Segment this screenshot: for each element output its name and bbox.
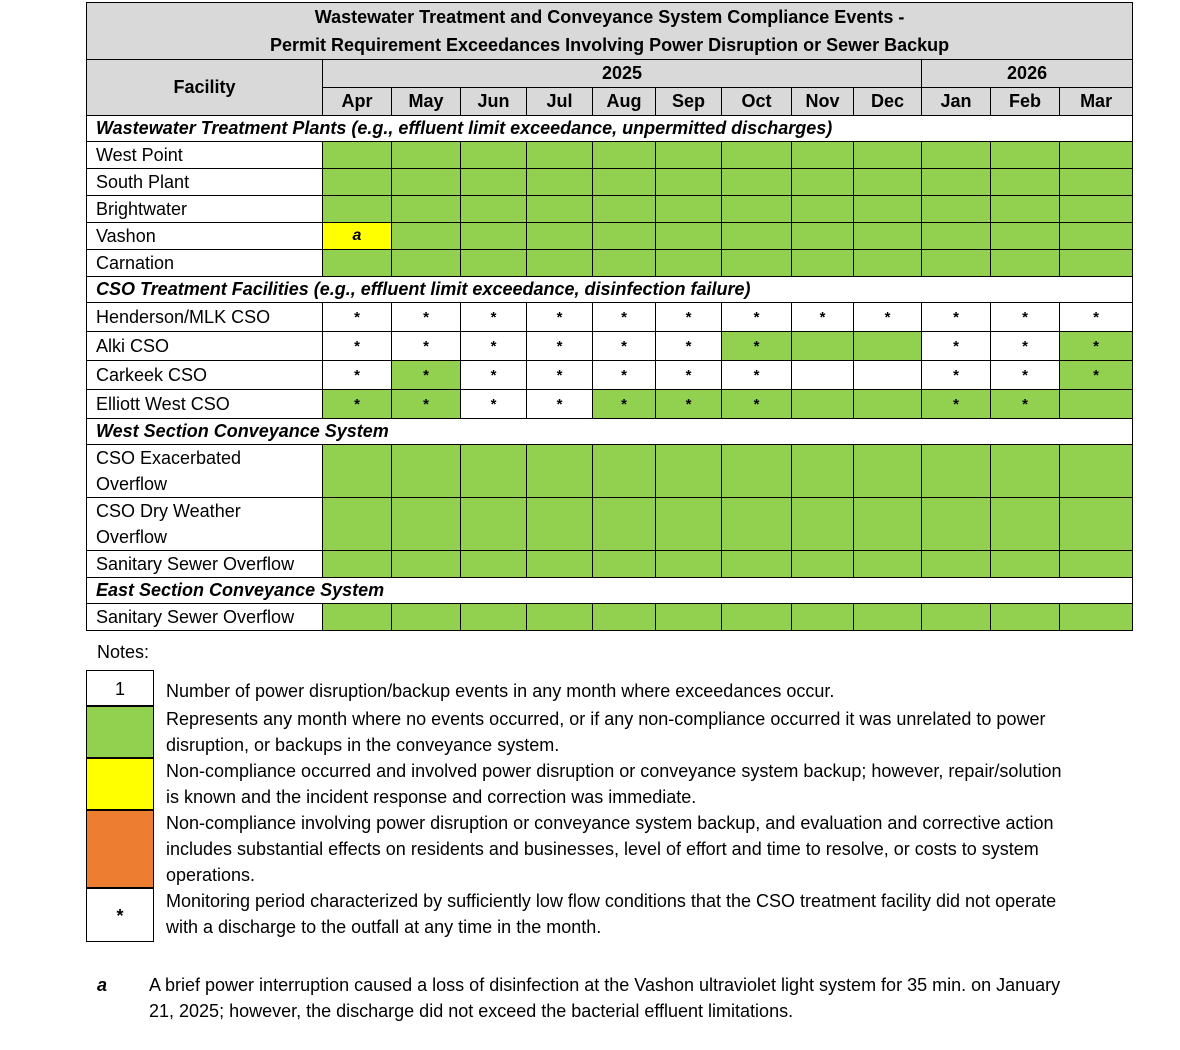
status-cell-sep: *: [656, 361, 722, 390]
table-row: [87, 445, 1133, 498]
status-cell-aug: [593, 223, 656, 250]
status-cell-jul: [527, 142, 593, 169]
status-cell-jan: [922, 196, 991, 223]
month-header-dec: Dec: [854, 88, 922, 116]
status-cell-jul: [527, 196, 593, 223]
status-cell-jan: *: [922, 303, 991, 332]
status-cell-oct: [722, 445, 792, 498]
status-cell-aug: *: [593, 303, 656, 332]
status-cell-mar: [1060, 223, 1133, 250]
section-heading: East Section Conveyance System: [87, 578, 1133, 604]
status-cell-mar: [1060, 498, 1133, 551]
status-cell-feb: [991, 142, 1060, 169]
status-cell-jan: *: [922, 332, 991, 361]
status-cell-sep: *: [656, 332, 722, 361]
status-cell-nov: [792, 169, 854, 196]
status-cell-oct: [722, 223, 792, 250]
status-cell-nov: [792, 551, 854, 578]
section-heading: West Section Conveyance System: [87, 419, 1133, 445]
status-cell-mar: *: [1060, 361, 1133, 390]
month-header-sep: Sep: [656, 88, 722, 116]
status-cell-mar: [1060, 445, 1133, 498]
month-header-jun: Jun: [461, 88, 527, 116]
status-cell-feb: *: [991, 332, 1060, 361]
status-cell-aug: *: [593, 361, 656, 390]
status-cell-apr: [323, 551, 392, 578]
status-cell-aug: [593, 445, 656, 498]
status-cell-jan: [922, 250, 991, 277]
facility-name: Sanitary Sewer Overflow: [87, 551, 323, 578]
status-cell-may: [392, 169, 461, 196]
status-cell-mar: *: [1060, 332, 1133, 361]
status-cell-mar: [1060, 142, 1133, 169]
status-cell-apr: *: [323, 361, 392, 390]
status-cell-aug: *: [593, 390, 656, 419]
status-cell-dec: [854, 332, 922, 361]
status-cell-nov: [792, 390, 854, 419]
status-cell-aug: *: [593, 332, 656, 361]
status-cell-oct: *: [722, 303, 792, 332]
status-cell-dec: [854, 142, 922, 169]
status-cell-dec: [854, 196, 922, 223]
status-cell-feb: [991, 604, 1060, 631]
status-cell-oct: [722, 196, 792, 223]
status-cell-dec: [854, 169, 922, 196]
status-cell-feb: [991, 551, 1060, 578]
table-row: [87, 169, 1133, 196]
status-cell-mar: *: [1060, 303, 1133, 332]
facility-name: CSO Dry Weather Overflow: [87, 498, 323, 551]
status-cell-sep: [656, 604, 722, 631]
facility-name: Carkeek CSO: [87, 361, 323, 390]
status-cell-apr: [323, 142, 392, 169]
status-cell-oct: [722, 169, 792, 196]
status-cell-oct: [722, 604, 792, 631]
table-row: [87, 250, 1133, 277]
status-cell-jun: *: [461, 303, 527, 332]
status-cell-apr: *: [323, 332, 392, 361]
status-cell-jan: [922, 169, 991, 196]
legend-description: Non-compliance involving power disruption or conveyance system backup, and evaluation and corrective action includes substantial effects on residents and businesses, level of effort and time to resolve, or costs to system operations.: [166, 813, 1054, 885]
footnote-text: A brief power interruption caused a loss of disinfection at the Vashon ultraviolet light system for 35 min. on January 21, 2025; however, the discharge did not exceed the bacterial effluent limitations.: [149, 975, 1061, 1021]
status-cell-oct: [722, 142, 792, 169]
status-cell-dec: *: [854, 303, 922, 332]
facility-name: South Plant: [87, 169, 323, 196]
status-cell-sep: [656, 445, 722, 498]
status-cell-oct: *: [722, 361, 792, 390]
table-title: [87, 3, 1133, 60]
status-cell-feb: [991, 498, 1060, 551]
status-cell-mar: [1060, 551, 1133, 578]
status-cell-oct: *: [722, 332, 792, 361]
status-cell-aug: [593, 142, 656, 169]
status-cell-feb: [991, 445, 1060, 498]
status-cell-dec: [854, 445, 922, 498]
status-cell-oct: [722, 498, 792, 551]
status-cell-jan: *: [922, 390, 991, 419]
status-cell-apr: *: [323, 303, 392, 332]
month-header-jan: Jan: [922, 88, 991, 116]
facility-name: West Point: [87, 142, 323, 169]
status-cell-sep: *: [656, 390, 722, 419]
status-cell-may: [392, 604, 461, 631]
status-cell-jun: [461, 498, 527, 551]
facility-name: Carnation: [87, 250, 323, 277]
status-cell-feb: *: [991, 361, 1060, 390]
status-cell-sep: [656, 169, 722, 196]
month-header-mar: Mar: [1060, 88, 1133, 116]
status-cell-jun: [461, 551, 527, 578]
status-cell-jun: *: [461, 361, 527, 390]
legend-swatch: *: [86, 888, 154, 942]
status-cell-jun: [461, 169, 527, 196]
status-cell-aug: [593, 604, 656, 631]
table-row: [87, 196, 1133, 223]
table-row: [87, 390, 1133, 419]
table-row: [87, 303, 1133, 332]
status-cell-nov: [792, 142, 854, 169]
status-cell-sep: [656, 142, 722, 169]
status-cell-nov: [792, 361, 854, 390]
facility-name: Vashon: [87, 223, 323, 250]
month-header-apr: Apr: [323, 88, 392, 116]
status-cell-jul: *: [527, 390, 593, 419]
status-cell-may: [392, 142, 461, 169]
status-cell-may: *: [392, 332, 461, 361]
status-cell-jan: *: [922, 361, 991, 390]
status-cell-feb: [991, 250, 1060, 277]
status-cell-mar: [1060, 196, 1133, 223]
status-cell-feb: [991, 169, 1060, 196]
facility-name: Sanitary Sewer Overflow: [87, 604, 323, 631]
table-title-line1: Wastewater Treatment and Conveyance System Compliance Events -: [314, 7, 905, 27]
status-cell-jun: [461, 196, 527, 223]
facility-name: Brightwater: [87, 196, 323, 223]
status-cell-jan: [922, 445, 991, 498]
status-cell-may: [392, 250, 461, 277]
status-cell-nov: [792, 604, 854, 631]
notes-label: Notes:: [97, 642, 150, 662]
month-header-aug: Aug: [593, 88, 656, 116]
month-header-nov: Nov: [792, 88, 854, 116]
status-cell-jul: [527, 498, 593, 551]
status-cell-jan: [922, 142, 991, 169]
status-cell-nov: [792, 445, 854, 498]
facility-name: Henderson/MLK CSO: [87, 303, 323, 332]
status-cell-sep: [656, 498, 722, 551]
status-cell-dec: [854, 361, 922, 390]
status-cell-jul: [527, 169, 593, 196]
table-row: [87, 223, 1133, 250]
legend-swatch: [86, 706, 154, 758]
status-cell-jul: *: [527, 303, 593, 332]
status-cell-jun: [461, 604, 527, 631]
status-cell-may: *: [392, 303, 461, 332]
status-cell-apr: [323, 604, 392, 631]
status-cell-jan: [922, 604, 991, 631]
status-cell-apr: [323, 169, 392, 196]
facility-name: Alki CSO: [87, 332, 323, 361]
status-cell-nov: [792, 332, 854, 361]
status-cell-oct: [722, 250, 792, 277]
status-cell-may: *: [392, 361, 461, 390]
section-heading: CSO Treatment Facilities (e.g., effluent limit exceedance, disinfection failure): [87, 277, 1133, 303]
month-header-oct: Oct: [722, 88, 792, 116]
status-cell-sep: [656, 551, 722, 578]
status-cell-dec: [854, 498, 922, 551]
legend-swatch: [86, 810, 154, 888]
status-cell-jun: [461, 223, 527, 250]
status-cell-jul: [527, 250, 593, 277]
status-cell-jan: [922, 551, 991, 578]
status-cell-aug: [593, 169, 656, 196]
status-cell-apr: [323, 250, 392, 277]
section-heading: Wastewater Treatment Plants (e.g., effluent limit exceedance, unpermitted discharges): [87, 116, 1133, 142]
status-cell-nov: [792, 196, 854, 223]
status-cell-jan: [922, 223, 991, 250]
status-cell-apr: [323, 445, 392, 498]
status-cell-jun: [461, 142, 527, 169]
legend-swatch: 1: [86, 670, 154, 706]
status-cell-jul: [527, 551, 593, 578]
table-row: [87, 604, 1133, 631]
compliance-table-wrapper: [86, 2, 1132, 631]
status-cell-nov: [792, 223, 854, 250]
legend-description: Monitoring period characterized by sufficiently low flow conditions that the CSO treatment facility did not operate with a discharge to the outfall at any time in the month.: [166, 891, 1057, 937]
status-cell-oct: [722, 551, 792, 578]
legend-description: Non-compliance occurred and involved power disruption or conveyance system backup; however, repair/solution is known and the incident response and correction was immediate.: [166, 761, 1062, 807]
status-cell-jun: [461, 250, 527, 277]
status-cell-sep: [656, 250, 722, 277]
status-cell-jul: [527, 223, 593, 250]
status-cell-dec: [854, 250, 922, 277]
facility-name: CSO Exacerbated Overflow: [87, 445, 323, 498]
compliance-table: [86, 2, 1133, 631]
status-cell-may: [392, 498, 461, 551]
status-cell-jan: [922, 498, 991, 551]
table-row: [87, 332, 1133, 361]
year-2026-header: 2026: [922, 60, 1133, 88]
facility-header: Facility: [87, 60, 323, 116]
table-row: [87, 361, 1133, 390]
status-cell-nov: *: [792, 303, 854, 332]
status-cell-jul: [527, 445, 593, 498]
status-cell-jul: [527, 604, 593, 631]
status-cell-sep: [656, 196, 722, 223]
table-row: [87, 551, 1133, 578]
status-cell-mar: [1060, 250, 1133, 277]
status-cell-dec: [854, 223, 922, 250]
status-cell-may: *: [392, 390, 461, 419]
status-cell-mar: [1060, 169, 1133, 196]
status-cell-oct: *: [722, 390, 792, 419]
status-cell-may: [392, 551, 461, 578]
facility-name: Elliott West CSO: [87, 390, 323, 419]
status-cell-feb: [991, 196, 1060, 223]
status-cell-feb: *: [991, 390, 1060, 419]
footnote-mark: a: [97, 975, 108, 995]
status-cell-aug: [593, 250, 656, 277]
month-header-jul: Jul: [527, 88, 593, 116]
status-cell-feb: [991, 223, 1060, 250]
status-cell-dec: [854, 390, 922, 419]
status-cell-aug: [593, 498, 656, 551]
status-cell-may: [392, 223, 461, 250]
status-cell-sep: *: [656, 303, 722, 332]
status-cell-apr: a: [323, 223, 392, 250]
status-cell-sep: [656, 223, 722, 250]
table-title-line2: Permit Requirement Exceedances Involving Power Disruption or Sewer Backup: [269, 35, 950, 55]
status-cell-may: [392, 196, 461, 223]
status-cell-apr: [323, 498, 392, 551]
table-row: [87, 498, 1133, 551]
legend-description: Represents any month where no events occurred, or if any non-compliance occurred it was unrelated to power disruption, or backups in the conveyance system.: [166, 709, 1046, 755]
status-cell-jul: *: [527, 332, 593, 361]
status-cell-mar: [1060, 390, 1133, 419]
month-header-may: May: [392, 88, 461, 116]
month-header-feb: Feb: [991, 88, 1060, 116]
status-cell-jun: *: [461, 390, 527, 419]
status-cell-apr: *: [323, 390, 392, 419]
status-cell-mar: [1060, 604, 1133, 631]
legend-swatch: [86, 758, 154, 810]
status-cell-jul: *: [527, 361, 593, 390]
legend-description: Number of power disruption/backup events in any month where exceedances occur.: [166, 681, 835, 701]
status-cell-aug: [593, 196, 656, 223]
status-cell-nov: [792, 250, 854, 277]
status-cell-may: [392, 445, 461, 498]
status-cell-aug: [593, 551, 656, 578]
status-cell-jun: *: [461, 332, 527, 361]
status-cell-nov: [792, 498, 854, 551]
status-cell-dec: [854, 551, 922, 578]
status-cell-jun: [461, 445, 527, 498]
status-cell-dec: [854, 604, 922, 631]
table-row: [87, 142, 1133, 169]
year-2025-header: 2025: [323, 60, 922, 88]
status-cell-feb: *: [991, 303, 1060, 332]
status-cell-apr: [323, 196, 392, 223]
